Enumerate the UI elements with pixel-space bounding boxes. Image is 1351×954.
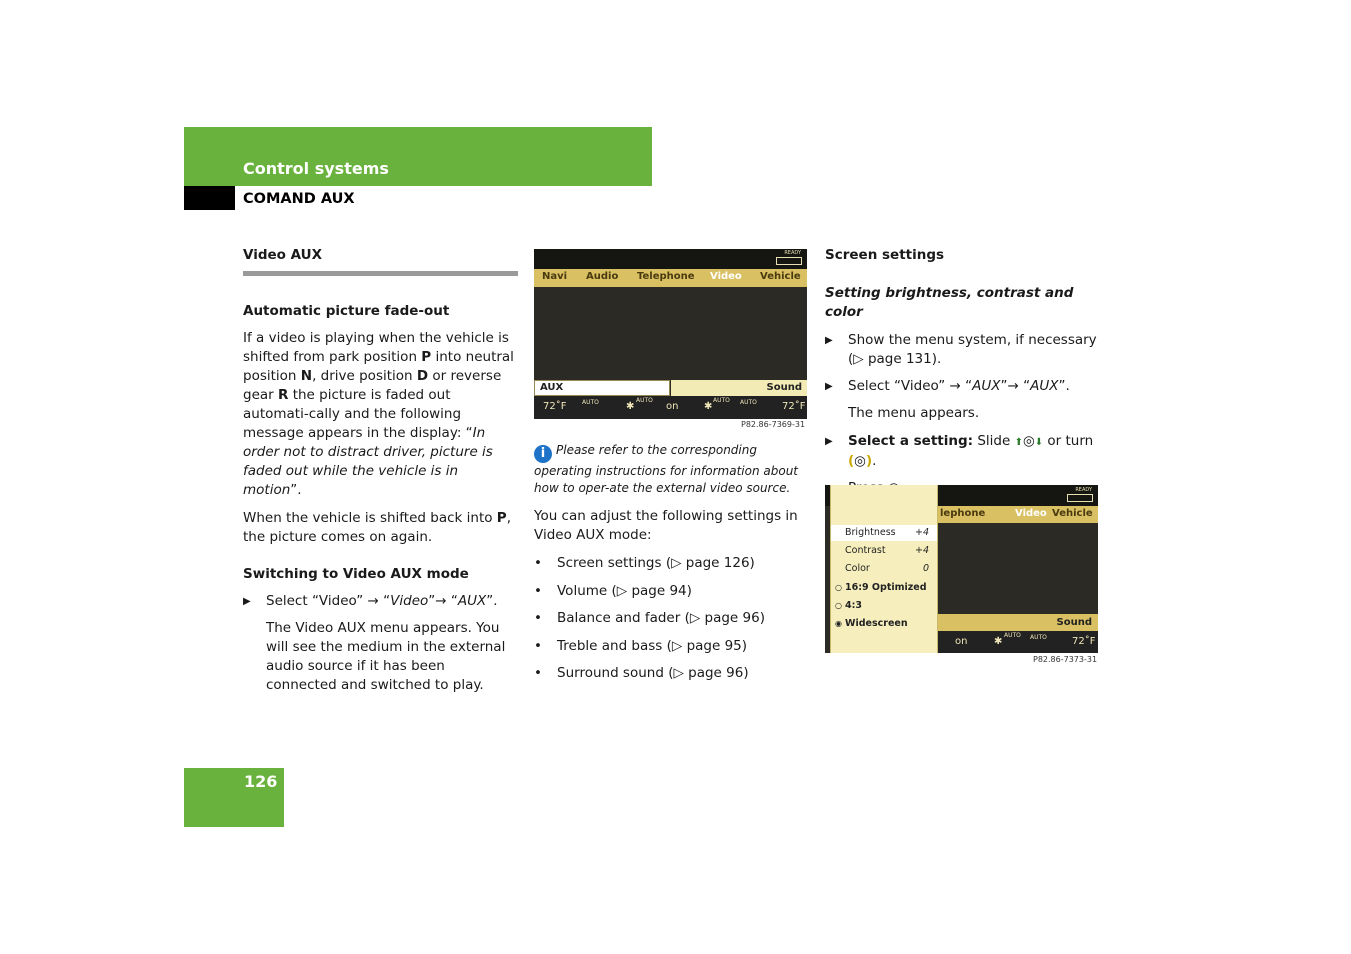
- auto-label: AUTO: [740, 399, 757, 406]
- step-select-video: ▶ Select “Video” → “Video”→ “AUX”.: [243, 593, 498, 609]
- heading-rule: [243, 271, 518, 276]
- turn-right-icon: ): [865, 453, 873, 469]
- fan-icon: ✱: [994, 636, 1003, 647]
- header-marker: [184, 186, 235, 210]
- temp-right: 72˚F: [782, 401, 806, 412]
- screen-settings-display: [825, 485, 1098, 653]
- list-item: • Screen settings (▷ page 126): [534, 555, 755, 571]
- screen-settings-popup: [830, 485, 938, 653]
- column-middle: [534, 442, 808, 692]
- column-right: [825, 246, 1100, 506]
- fan-icon: ✱: [626, 401, 635, 412]
- option-4-3[interactable]: ○ 4:3: [831, 598, 937, 614]
- menu-vehicle[interactable]: Vehicle: [760, 271, 801, 282]
- auto-label: AUTO: [582, 399, 599, 406]
- menu-telephone[interactable]: Telephone: [637, 271, 695, 282]
- on-label: on: [666, 401, 679, 412]
- info-icon: i: [534, 445, 552, 463]
- arrow-icon: ▶: [825, 436, 833, 447]
- radio-on-icon: ◉: [835, 619, 842, 628]
- main-menu-bar: [534, 269, 807, 287]
- menu-audio[interactable]: Audio: [586, 271, 619, 282]
- menu-vehicle[interactable]: Vehicle: [1052, 508, 1093, 519]
- screen2-caption: P82.86-7373-31: [1033, 655, 1098, 664]
- fadeout-paragraph: If a video is playing when the vehicle is shifted from park position P into neutral position N, drive position D or reverse gear R the picture is faded out automati-cally and the following message appears in the display: “In order not to distract driver, picture is faded out while the vehicle is in motion”.: [243, 330, 514, 498]
- menu-video[interactable]: Video: [1015, 508, 1047, 519]
- column-left: [243, 246, 518, 704]
- brightness-row[interactable]: Brightness +4: [831, 525, 937, 541]
- arrow-icon: ▶: [243, 596, 251, 607]
- step-select-aux: ▶ Select “Video” → “AUX”→ “AUX”.: [825, 378, 1070, 394]
- screen1-caption: P82.86-7369-31: [741, 420, 806, 429]
- menu-appears: The menu appears.: [848, 405, 980, 421]
- page-number: 126: [244, 772, 278, 791]
- auto-label: AUTO: [636, 397, 653, 404]
- sound-soft-key[interactable]: Sound: [671, 380, 807, 396]
- turn-left-icon: (: [848, 453, 855, 469]
- aux-soft-key[interactable]: AUX: [534, 380, 670, 396]
- option-16-9[interactable]: ○ 16:9 Optimized: [831, 580, 937, 596]
- climate-bar: [534, 396, 807, 419]
- brightness-subheading: Setting brightness, contrast and color: [825, 285, 1074, 320]
- menu-navi[interactable]: Navi: [542, 271, 568, 282]
- controller-icon: ◎: [1022, 433, 1035, 449]
- status-bar: [534, 249, 807, 269]
- option-widescreen[interactable]: ◉ Widescreen: [831, 616, 937, 632]
- signal-icon: [776, 257, 802, 265]
- section-title: Control systems: [243, 159, 389, 178]
- list-item: • Surround sound (▷ page 96): [534, 665, 749, 681]
- contrast-row[interactable]: Contrast +4: [845, 545, 929, 556]
- slide-up-arrow-icon: ⬆: [1014, 437, 1023, 448]
- step-result: The Video AUX menu appears. You will see the medium in the external audio source if it has been connected and switched to play.: [266, 620, 506, 693]
- radio-off-icon: ○: [835, 601, 842, 610]
- arrow-icon: ▶: [825, 381, 833, 392]
- settings-intro: You can adjust the following settings in Video AUX mode:: [534, 508, 798, 543]
- sound-soft-key[interactable]: Sound: [938, 614, 1098, 631]
- slide-down-arrow-icon: ⬇: [1034, 437, 1044, 448]
- list-item: • Treble and bass (▷ page 95): [534, 637, 748, 654]
- ready-label: READY: [1075, 487, 1092, 493]
- main-menu-bar: [938, 506, 1098, 523]
- temp-left: 72˚F: [543, 401, 567, 412]
- video-aux-heading: Video AUX: [243, 247, 323, 263]
- screen-settings-heading: Screen settings: [825, 247, 945, 263]
- arrow-icon: ▶: [825, 335, 833, 346]
- on-label: on: [955, 636, 968, 647]
- fadeout-heading: Automatic picture fade-out: [243, 303, 450, 319]
- menu-video[interactable]: Video: [710, 271, 742, 282]
- step-select-setting: ▶ Select a setting: Slide ⬆◎⬇ or turn (◎).: [825, 433, 1094, 469]
- signal-icon: [1067, 494, 1093, 502]
- step-show-menu: ▶ Show the menu system, if necessary (▷ page 131).: [825, 332, 1097, 367]
- auto-label: AUTO: [1004, 632, 1021, 639]
- list-item: • Balance and fader (▷ page 96): [534, 610, 765, 626]
- info-note: i Please refer to the corresponding operating instructions for information about how to oper-ate the external video source.: [534, 443, 799, 495]
- subsection-title: COMAND AUX: [243, 191, 355, 207]
- list-item: • Volume (▷ page 94): [534, 582, 692, 599]
- switching-heading: Switching to Video AUX mode: [243, 566, 469, 582]
- climate-bar: [938, 631, 1098, 653]
- shift-back-paragraph: When the vehicle is shifted back into P, the picture comes on again.: [243, 510, 511, 545]
- radio-off-icon: ○: [835, 583, 842, 592]
- ready-label: READY: [784, 250, 801, 256]
- auto-label: AUTO: [1030, 634, 1047, 641]
- color-row[interactable]: Color 0: [845, 563, 929, 574]
- temp-right: 72˚F: [1072, 636, 1096, 647]
- controller-icon: ◎: [854, 453, 866, 469]
- screen-video-aux: [534, 249, 807, 419]
- auto-label: AUTO: [713, 397, 730, 404]
- menu-telephone[interactable]: lephone: [940, 508, 986, 519]
- fan-icon: ✱: [704, 401, 713, 412]
